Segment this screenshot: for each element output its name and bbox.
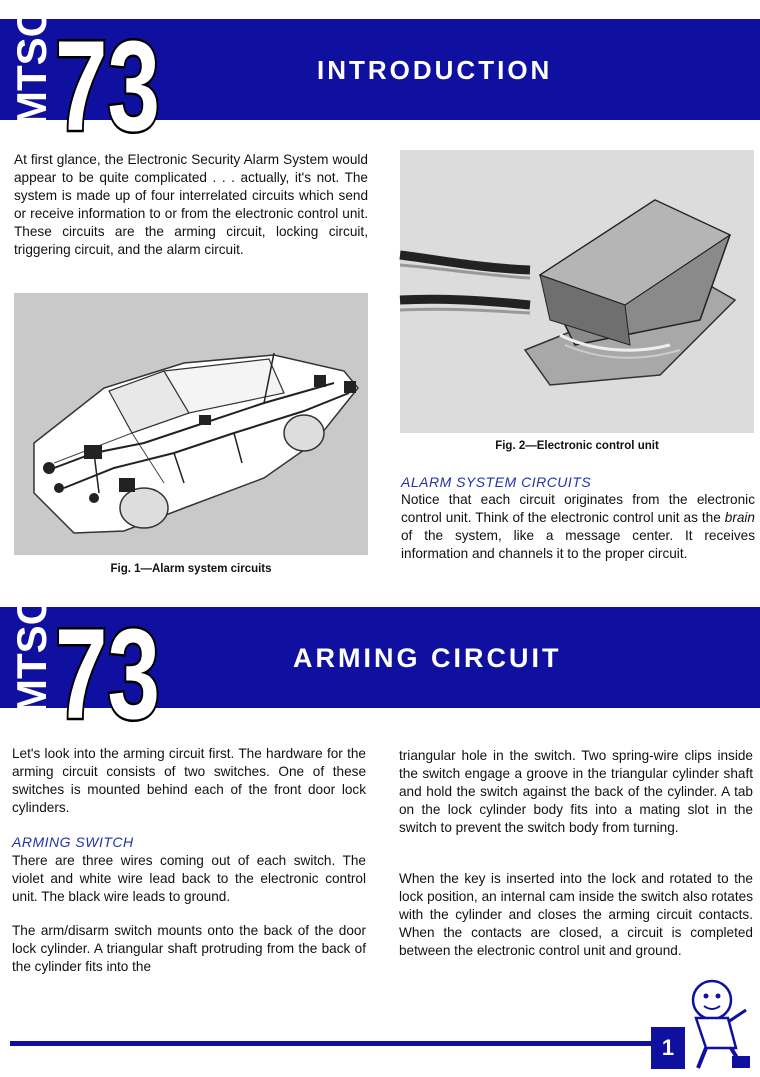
logo-year: 73 bbox=[55, 15, 160, 158]
alarm-text-after: of the system, like a message center. It receives information and channels it to the proper circuit. bbox=[401, 528, 755, 561]
alarm-text-emphasis: brain bbox=[724, 510, 755, 525]
arming-right-paragraph-2: When the key is inserted into the lock and rotated to the lock position, an internal cam inside the switch also rotates with the cylinder and closes the arming circuit contacts. When the contacts are closed, a circuit is completed between the electronic control unit and ground. bbox=[399, 871, 753, 958]
fig2-caption: Fig. 2—Electronic control unit bbox=[495, 440, 659, 452]
page-number: 1 bbox=[651, 1027, 685, 1069]
fig1-car-illustration bbox=[14, 293, 368, 555]
mtsc-73-logo bbox=[0, 7, 165, 158]
arming-switch-heading: ARMING SWITCH bbox=[12, 834, 134, 850]
arming-right-paragraph-1: triangular hole in the switch. Two spring-wire clips inside the switch engage a groove in the triangular cylinder shaft and hold the switch against the back of the cylinder. A tab on the lock cylinder body fits into a mating slot in the switch to prevent the switch body from turning. bbox=[399, 748, 753, 835]
arming-switch-paragraph-1: There are three wires coming out of each switch. The violet and white wire lead back to the electronic control unit. The black wire leads to ground. bbox=[12, 853, 366, 904]
arming-intro-paragraph: Let's look into the arming circuit first. The hardware for the arming circuit consists of two switches. One of these switches is mounted behind each of the front door lock cylinders. bbox=[12, 746, 366, 815]
logo-prefix: MTSC bbox=[8, 7, 55, 126]
arming-title: ARMING CIRCUIT bbox=[293, 643, 562, 673]
alarm-system-paragraph bbox=[401, 491, 755, 563]
fig2-control-unit-photo bbox=[400, 150, 754, 433]
alarm-text-before: Notice that each circuit originates from the electronic control unit. Think of the electronic control unit as the bbox=[401, 492, 755, 525]
fig1-caption: Fig. 1—Alarm system circuits bbox=[110, 563, 272, 575]
car-drawing bbox=[14, 293, 368, 555]
mtsc-73-logo-2 bbox=[0, 595, 165, 746]
mascot-icon bbox=[676, 978, 756, 1073]
intro-paragraph: At first glance, the Electronic Security Alarm System would appear to be quite complicated . . . actually, it's not. The system is made up of four interrelated circuits which send or receive information to or from the electronic control unit. These circuits are the arming circuit, locking circuit, triggering circuit, and the alarm circuit. bbox=[14, 152, 368, 257]
control-unit-drawing bbox=[400, 150, 754, 433]
arming-switch-paragraph-2: The arm/disarm switch mounts onto the back of the door lock cylinder. A triangular shaft protruding from the back of the cylinder fits into the bbox=[12, 923, 366, 974]
intro-title: INTRODUCTION bbox=[317, 55, 553, 85]
footer-rule bbox=[10, 1041, 652, 1046]
logo-prefix-2: MTSC bbox=[8, 595, 55, 714]
logo-year-2: 73 bbox=[55, 603, 160, 746]
alarm-system-circuits-heading: ALARM SYSTEM CIRCUITS bbox=[401, 474, 592, 490]
